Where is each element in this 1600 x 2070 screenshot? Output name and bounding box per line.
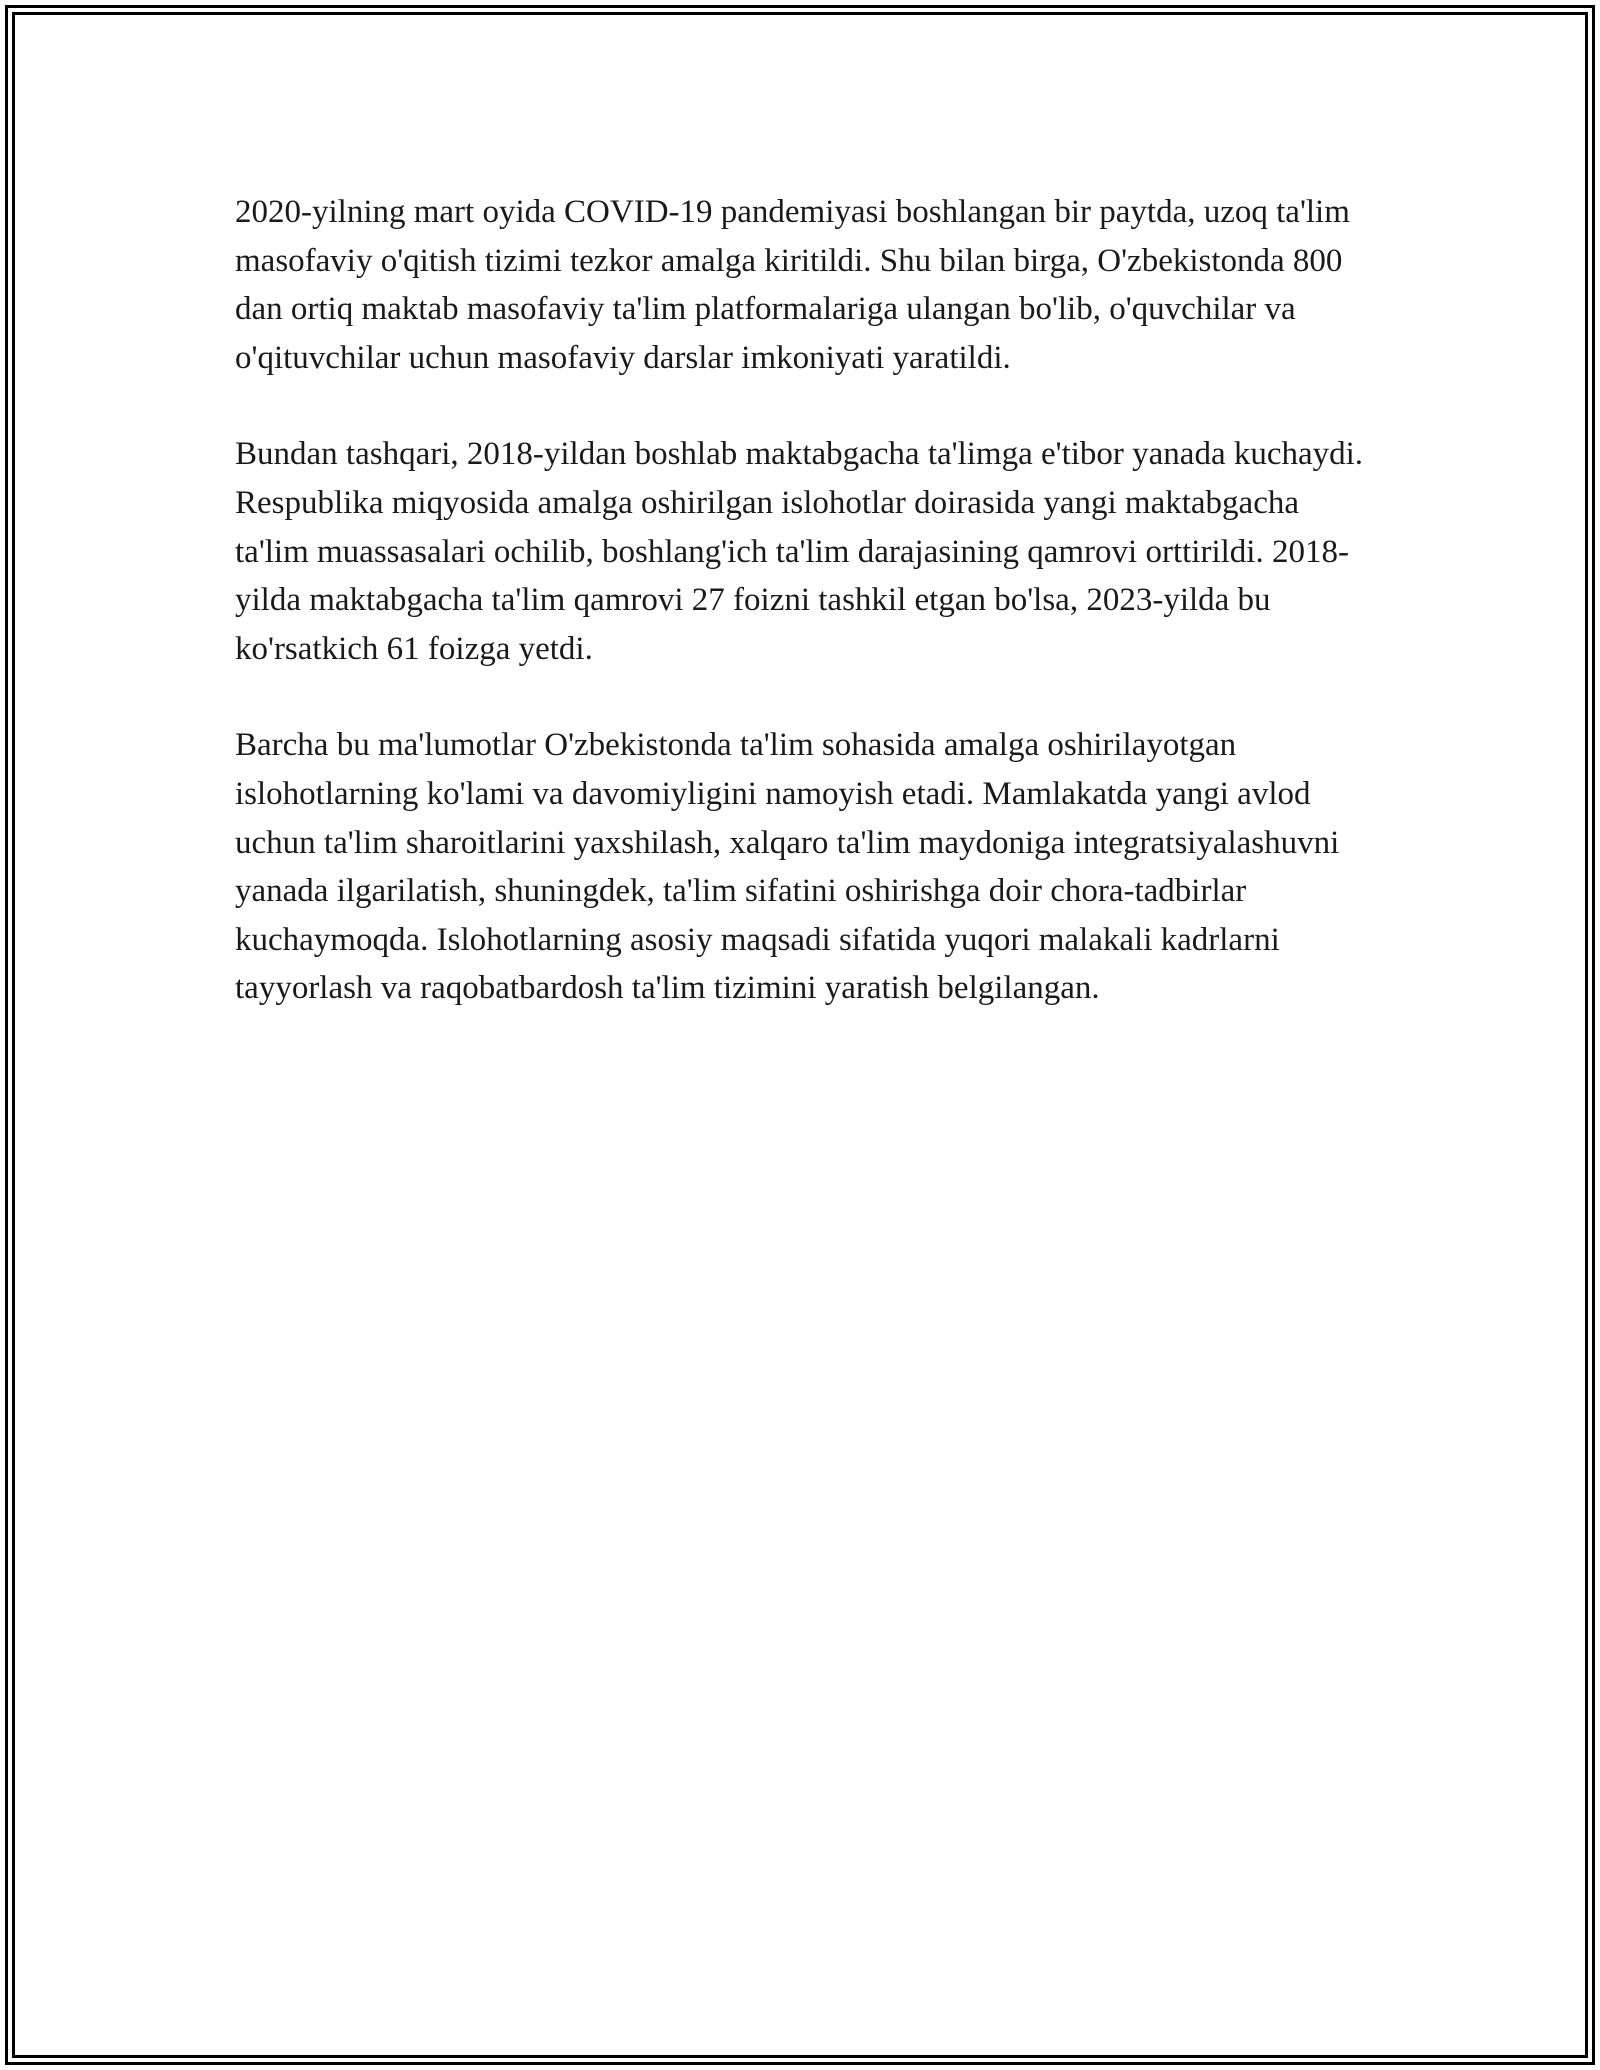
document-body [235, 188, 1375, 1061]
paragraph-2: Bundan tashqari, 2018-yildan boshlab maktabgacha ta'limga e'tibor yanada kuchaydi. Respublika miqyosida amalga oshirilgan islohotlar doirasida yangi maktabgacha ta'lim muassasalari ochilib, boshlang'ich ta'lim darajasining qamrovi orttirildi. 2018-yilda maktabgacha ta'lim qamrovi 27 foizni tashkil etgan bo'lsa, 2023-yilda bu ko'rsatkich 61 foizga yetdi. [235, 436, 1364, 667]
paragraph-3: Barcha bu ma'lumotlar O'zbekistonda ta'lim sohasida amalga oshirilayotgan islohotlarning ko'lami va davomiyligini namoyish etadi. Mamlakatda yangi avlod uchun ta'lim sharoitlarini yaxshilash, xalqaro ta'lim maydoniga integratsiyalashuvni yanada ilgarilatish, shuningdek, ta'lim sifatini oshirishga doir chora-tadbirlar kuchaymoqda. Islohotlarning asosiy maqsadi sifatida yuqori malakali kadrlarni tayyorlash va raqobatbardosh ta'lim tizimini yaratish belgilangan. [235, 727, 1340, 1007]
paragraph-1: 2020-yilning mart oyida COVID-19 pandemiyasi boshlangan bir paytda, uzoq ta'lim masofaviy o'qitish tizimi tezkor amalga kiritildi. Shu bilan birga, O'zbekistonda 800 dan ortiq maktab masofaviy ta'lim platformalariga ulangan bo'lib, o'quvchilar va o'qituvchilar uchun masofaviy darslar imkoniyati yaratildi. [235, 194, 1350, 376]
